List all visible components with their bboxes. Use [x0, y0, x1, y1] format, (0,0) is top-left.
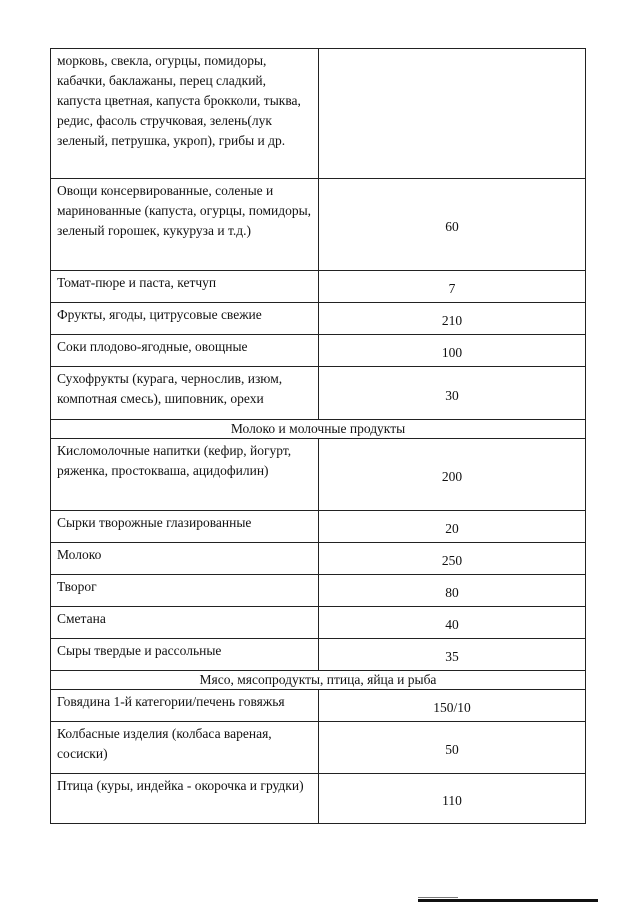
- product-name-cell: Творог: [51, 575, 319, 607]
- product-value-cell: 100: [319, 335, 586, 367]
- product-value-cell: 150/10: [319, 690, 586, 722]
- table-row: [51, 439, 586, 511]
- section-heading: Мясо, мясопродукты, птица, яйца и рыба: [51, 671, 586, 690]
- table-row: [51, 774, 586, 824]
- footer-rule: [418, 899, 598, 902]
- table-row: [51, 335, 586, 367]
- product-name-cell: Овощи консервированные, соленые и маринованные (капуста, огурцы, помидоры, зеленый горошек, кукуруза и т.д.): [51, 179, 319, 271]
- product-name-cell: Говядина 1-й категории/печень говяжья: [51, 690, 319, 722]
- product-value-cell: [319, 49, 586, 179]
- table-row: [51, 179, 586, 271]
- product-name-cell: Фрукты, ягоды, цитрусовые свежие: [51, 303, 319, 335]
- product-name-cell: Томат-пюре и паста, кетчуп: [51, 271, 319, 303]
- product-value-cell: 30: [319, 367, 586, 420]
- section-row: [51, 420, 586, 439]
- product-value-cell: 110: [319, 774, 586, 824]
- product-name-cell: Сухофрукты (курага, чернослив, изюм, компотная смесь), шиповник, орехи: [51, 367, 319, 420]
- table-row: [51, 690, 586, 722]
- product-value-cell: 40: [319, 607, 586, 639]
- table-row: [51, 367, 586, 420]
- section-row: [51, 671, 586, 690]
- product-value-cell: 200: [319, 439, 586, 511]
- food-norms-table: [50, 48, 586, 824]
- product-name-cell: морковь, свекла, огурцы, помидоры, кабачки, баклажаны, перец сладкий, капуста цветная, капуста брокколи, тыква, редис, фасоль стручковая, зелень(лук зеленый, петрушка, укроп), грибы и др.: [51, 49, 319, 179]
- table-row: [51, 575, 586, 607]
- product-value-cell: 80: [319, 575, 586, 607]
- product-name-cell: Сыры твердые и рассольные: [51, 639, 319, 671]
- table-row: [51, 49, 586, 179]
- product-value-cell: 7: [319, 271, 586, 303]
- table-row: [51, 511, 586, 543]
- product-name-cell: Птица (куры, индейка - окорочка и грудки): [51, 774, 319, 824]
- product-value-cell: 35: [319, 639, 586, 671]
- section-heading: Молоко и молочные продукты: [51, 420, 586, 439]
- product-value-cell: 20: [319, 511, 586, 543]
- table-row: [51, 271, 586, 303]
- table-row: [51, 543, 586, 575]
- product-value-cell: 50: [319, 722, 586, 774]
- product-name-cell: Сырки творожные глазированные: [51, 511, 319, 543]
- table-row: [51, 607, 586, 639]
- product-value-cell: 60: [319, 179, 586, 271]
- product-value-cell: 210: [319, 303, 586, 335]
- product-name-cell: Соки плодово-ягодные, овощные: [51, 335, 319, 367]
- product-name-cell: Сметана: [51, 607, 319, 639]
- footer-rule-thin: [418, 897, 458, 898]
- product-value-cell: 250: [319, 543, 586, 575]
- product-name-cell: Молоко: [51, 543, 319, 575]
- table-row: [51, 639, 586, 671]
- product-name-cell: Колбасные изделия (колбаса вареная, сосиски): [51, 722, 319, 774]
- table-row: [51, 722, 586, 774]
- product-name-cell: Кисломолочные напитки (кефир, йогурт, ряженка, простокваша, ацидофилин): [51, 439, 319, 511]
- table-row: [51, 303, 586, 335]
